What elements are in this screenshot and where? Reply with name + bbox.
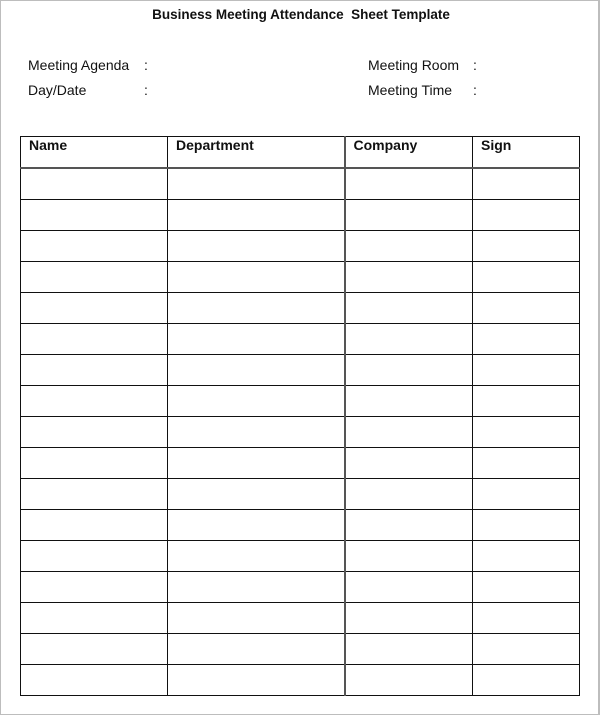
cell-name[interactable] <box>21 386 168 417</box>
cell-company[interactable] <box>345 231 473 262</box>
cell-sign[interactable] <box>473 231 580 262</box>
cell-name[interactable] <box>21 510 168 541</box>
cell-name[interactable] <box>21 231 168 262</box>
cell-department[interactable] <box>168 168 345 200</box>
cell-sign[interactable] <box>473 262 580 293</box>
cell-department[interactable] <box>168 324 345 355</box>
cell-name[interactable] <box>21 293 168 324</box>
table-header-row <box>21 137 580 169</box>
cell-department[interactable] <box>168 665 345 696</box>
table-row <box>21 603 580 634</box>
cell-company[interactable] <box>345 510 473 541</box>
cell-name[interactable] <box>21 603 168 634</box>
cell-company[interactable] <box>345 262 473 293</box>
cell-company[interactable] <box>345 572 473 603</box>
cell-company[interactable] <box>345 541 473 572</box>
cell-sign[interactable] <box>473 634 580 665</box>
cell-department[interactable] <box>168 200 345 231</box>
cell-company[interactable] <box>345 448 473 479</box>
cell-name[interactable] <box>21 168 168 200</box>
cell-department[interactable] <box>168 479 345 510</box>
cell-name[interactable] <box>21 572 168 603</box>
cell-sign[interactable] <box>473 448 580 479</box>
meeting-agenda-field <box>28 57 148 73</box>
cell-department[interactable] <box>168 386 345 417</box>
cell-company[interactable] <box>345 200 473 231</box>
cell-company[interactable] <box>345 479 473 510</box>
table-row <box>21 448 580 479</box>
cell-department[interactable] <box>168 603 345 634</box>
table-row <box>21 510 580 541</box>
cell-department[interactable] <box>168 510 345 541</box>
table-row <box>21 293 580 324</box>
table-row <box>21 417 580 448</box>
cell-sign[interactable] <box>473 479 580 510</box>
cell-department[interactable] <box>168 448 345 479</box>
cell-name[interactable] <box>21 355 168 386</box>
cell-sign[interactable] <box>473 665 580 696</box>
cell-sign[interactable] <box>473 541 580 572</box>
cell-sign[interactable] <box>473 293 580 324</box>
cell-sign[interactable] <box>473 603 580 634</box>
table-row <box>21 231 580 262</box>
table-row <box>21 355 580 386</box>
table-row <box>21 200 580 231</box>
table-row <box>21 386 580 417</box>
table-row <box>21 634 580 665</box>
cell-name[interactable] <box>21 200 168 231</box>
cell-company[interactable] <box>345 293 473 324</box>
cell-name[interactable] <box>21 634 168 665</box>
meeting-room-field <box>368 57 477 73</box>
cell-name[interactable] <box>21 541 168 572</box>
day-date-label: Day/Date <box>28 82 87 98</box>
day-date-separator: : <box>144 82 148 98</box>
column-header-company: Company <box>345 137 473 169</box>
meeting-agenda-label: Meeting Agenda <box>28 57 130 73</box>
cell-department[interactable] <box>168 355 345 386</box>
document-title: Business Meeting Attendance Sheet Template <box>152 7 450 22</box>
day-date-field <box>28 82 148 98</box>
table-row <box>21 572 580 603</box>
meeting-room-label: Meeting Room <box>368 57 460 73</box>
cell-sign[interactable] <box>473 324 580 355</box>
cell-sign[interactable] <box>473 572 580 603</box>
cell-name[interactable] <box>21 324 168 355</box>
cell-department[interactable] <box>168 634 345 665</box>
attendance-table <box>20 136 580 696</box>
cell-company[interactable] <box>345 355 473 386</box>
cell-sign[interactable] <box>473 168 580 200</box>
cell-sign[interactable] <box>473 355 580 386</box>
cell-sign[interactable] <box>473 200 580 231</box>
table-row <box>21 479 580 510</box>
cell-company[interactable] <box>345 386 473 417</box>
cell-name[interactable] <box>21 479 168 510</box>
table-row <box>21 324 580 355</box>
cell-company[interactable] <box>345 417 473 448</box>
cell-sign[interactable] <box>473 386 580 417</box>
cell-name[interactable] <box>21 665 168 696</box>
cell-company[interactable] <box>345 603 473 634</box>
cell-name[interactable] <box>21 417 168 448</box>
cell-company[interactable] <box>345 665 473 696</box>
cell-sign[interactable] <box>473 510 580 541</box>
column-header-sign: Sign <box>473 137 580 169</box>
table-row <box>21 168 580 200</box>
cell-department[interactable] <box>168 231 345 262</box>
table-row <box>21 262 580 293</box>
cell-department[interactable] <box>168 293 345 324</box>
table-row <box>21 541 580 572</box>
meeting-room-separator: : <box>473 57 477 73</box>
cell-company[interactable] <box>345 168 473 200</box>
cell-name[interactable] <box>21 448 168 479</box>
cell-company[interactable] <box>345 634 473 665</box>
meeting-time-field <box>368 82 477 98</box>
cell-company[interactable] <box>345 324 473 355</box>
cell-department[interactable] <box>168 572 345 603</box>
cell-department[interactable] <box>168 417 345 448</box>
meeting-agenda-separator: : <box>144 57 148 73</box>
meeting-time-separator: : <box>473 82 477 98</box>
cell-name[interactable] <box>21 262 168 293</box>
cell-sign[interactable] <box>473 417 580 448</box>
cell-department[interactable] <box>168 262 345 293</box>
column-header-name: Name <box>21 137 168 169</box>
column-header-department: Department <box>168 137 345 169</box>
meeting-time-label: Meeting Time <box>368 82 453 98</box>
cell-department[interactable] <box>168 541 345 572</box>
table-row <box>21 665 580 696</box>
